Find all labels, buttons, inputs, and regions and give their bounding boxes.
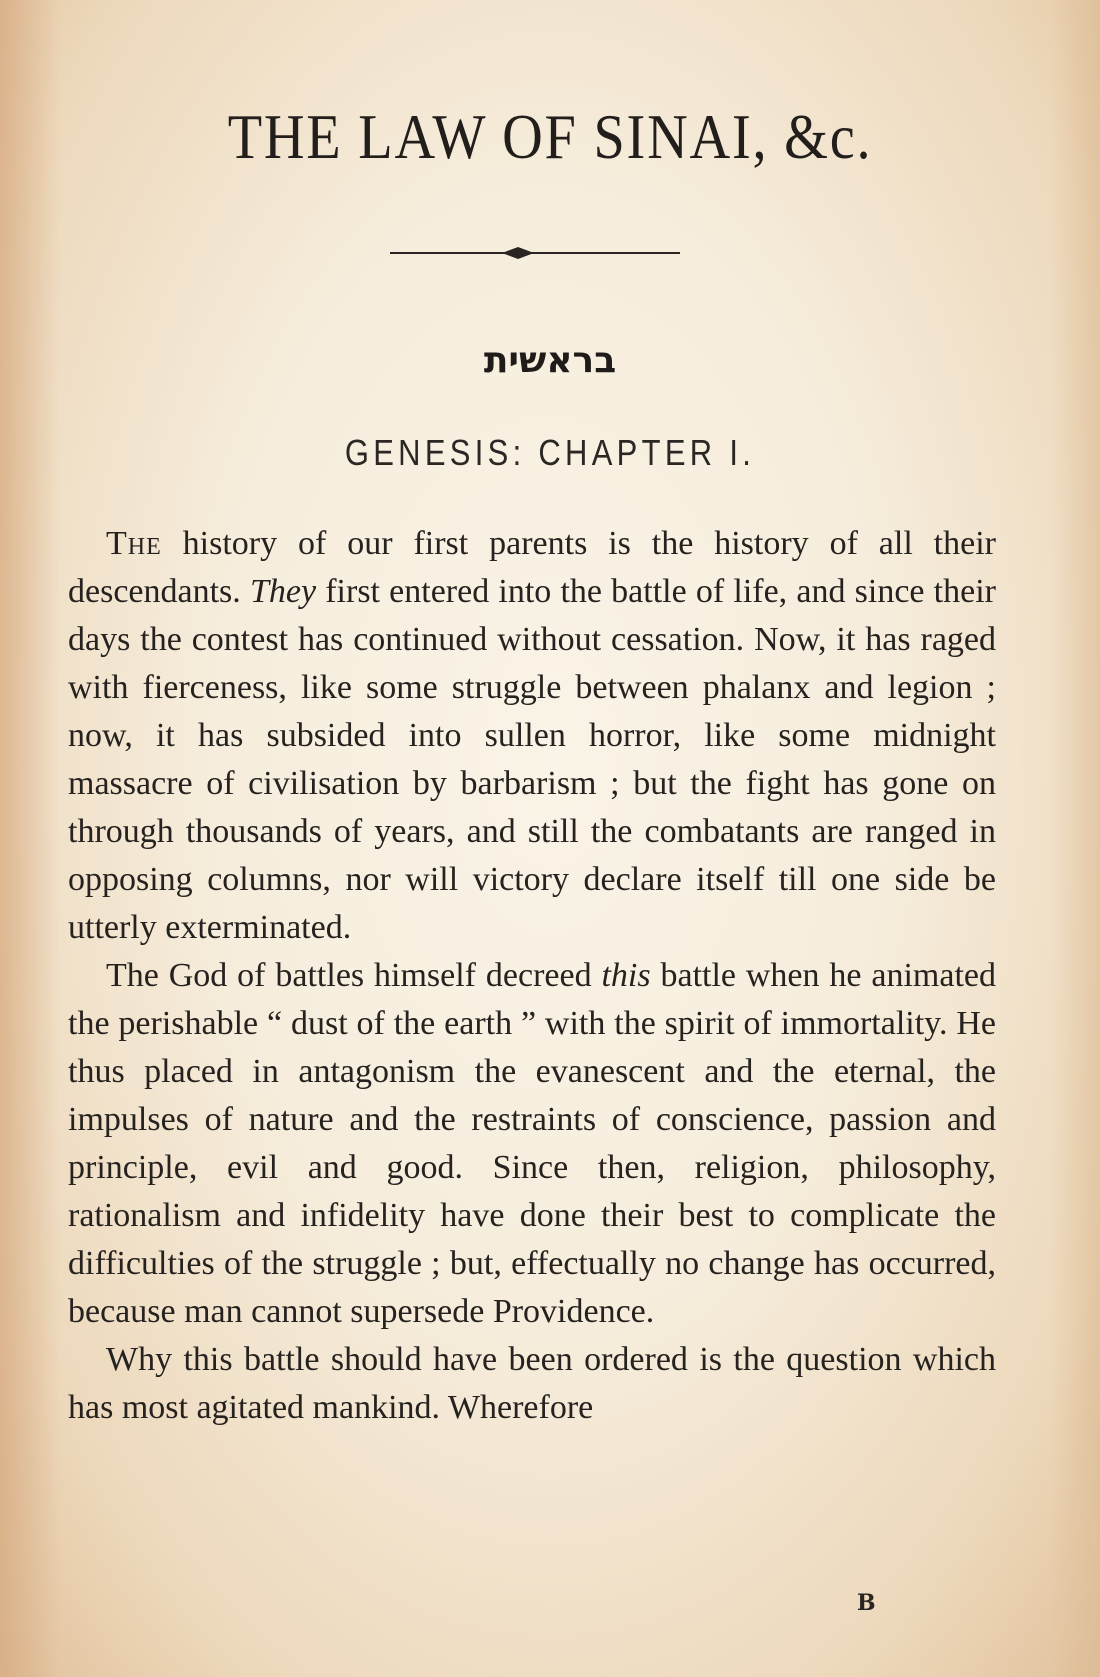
hebrew-heading: בראשית <box>483 340 617 381</box>
ornamental-rule-icon <box>390 243 680 263</box>
paragraph-1-italic: They <box>249 573 317 610</box>
chapter-heading: GENESIS: CHAPTER I. <box>344 432 756 473</box>
paragraph-1-text-a: history of our first parents is the history of all their descendants. <box>68 525 996 610</box>
body-text <box>68 520 996 1432</box>
paragraph-2-text-b: battle when he animated the perishable “ dust of the earth ” with the spirit of immortality. He thus placed in antagonism the evanescent and the eternal, the impulses of nature and the restraints of conscience, passion and principle, evil and good. Since then, religion, philosophy, rationalism and infidelity have done their best to complicate the difficulties of the struggle ; but, effectually no change has occurred, because man cannot supersede Providence. <box>68 957 996 1330</box>
paragraph-3: Why this battle should have been ordered is the question which has most agitated mankind. Wherefore <box>68 1341 996 1426</box>
paragraph-2-italic: this <box>601 957 651 994</box>
paragraph-2 <box>68 952 996 1336</box>
paragraph-1-lead: The <box>106 525 162 562</box>
paragraph-1-text-b: first entered into the battle of life, and since their days the contest has continued without cessation. Now, it has raged with fierceness, like some struggle between phalanx and legion ; now, it has subsided into sullen horror, like some midnight massacre of civilisation by barbarism ; but the fight has gone on through thousands of years, and still the combatants are ranged in opposing columns, nor will victory declare itself till one side be utterly exterminated. <box>68 573 996 946</box>
paragraph-1 <box>68 520 996 952</box>
page-title: THE LAW OF SINAI, &c. <box>227 101 873 172</box>
paragraph-2-text-a: The God of battles himself decreed <box>106 957 602 994</box>
signature-mark: B <box>857 1590 876 1616</box>
